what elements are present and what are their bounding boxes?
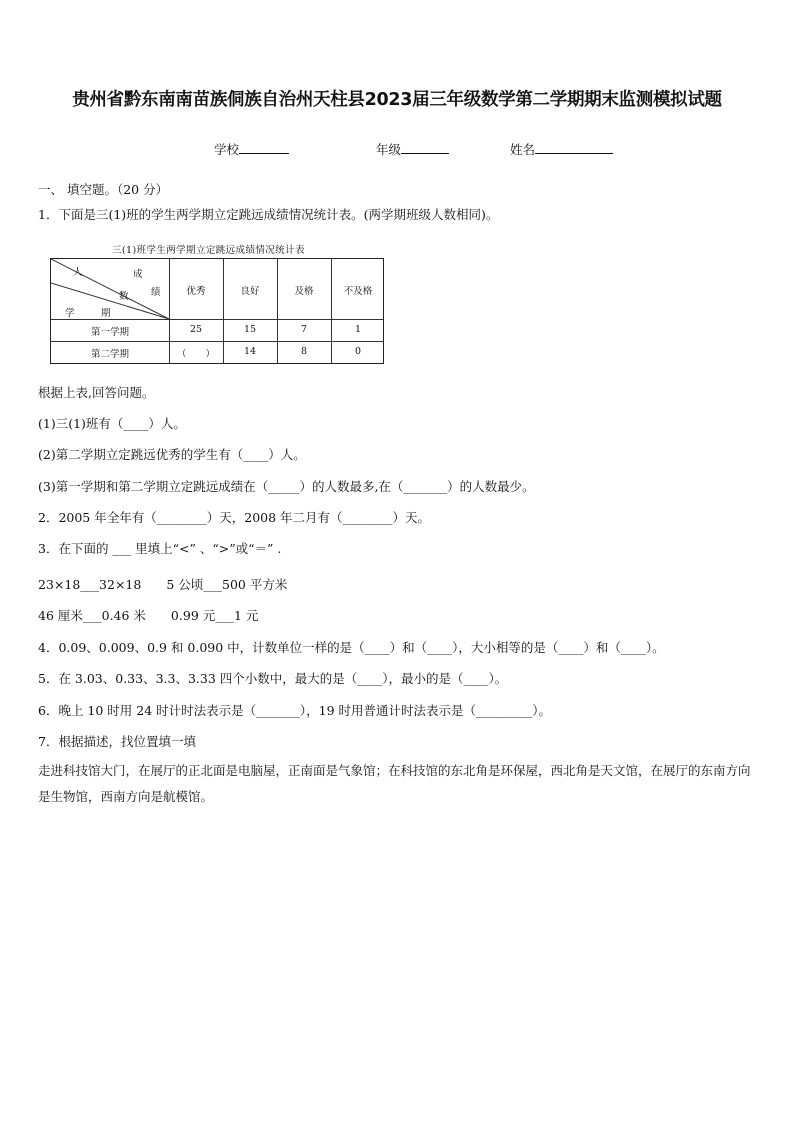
section-heading: 一、 填空题。（20 分） [38,182,169,197]
page-title: 贵州省黔东南南苗族侗族自治州天柱县2023届三年级数学第二学期期末监测模拟试题 [72,90,722,110]
header-good: 良好 [240,286,260,297]
question-2: 2．2005 年全年有（________）天，2008 年二月有（________）天。 [38,510,431,525]
question-6: 6．晚上 10 时用 24 时计时法表示是（_______），19 时用普通计时法表示是（_________）。 [38,703,552,718]
question-7-body: 走进科技馆大门，在展厅的正北面是电脑屋，正南面是气象馆；在科技馆的东北角是环保屋，西北角是天文馆，在展厅的东南方向是生物馆，西南方向是航模馆。 [38,763,751,804]
school-label: 学校 [214,142,240,157]
school-field [214,140,289,158]
school-blank [239,140,289,154]
table-cell: 7 [300,324,308,335]
corner-shu: 数 [119,291,129,302]
question-1-sub-3: (3)第一学期和第二学期立定跳远成绩在（_____）的人数最多,在（_______）的人数最少。 [38,479,535,494]
question-4: 4．0.09、0.009、0.9 和 0.090 中，计数单位一样的是（____）和（____），大小相等的是（____）和（____）。 [38,640,665,655]
table-cell: 1 [354,324,362,335]
table-cell: 15 [243,324,257,335]
question-1-sub-1: (1)三(1)班有（____）人。 [38,416,186,431]
student-info-row [0,140,794,160]
score-table [50,242,386,366]
table-cell: 25 [189,324,203,335]
question-1-text: 1．下面是三(1)班的学生两学期立定跳远成绩情况统计表。(两学期班级人数相同)。 [38,207,499,222]
corner-xue: 学 [65,308,75,319]
question-1-sub-2: (2)第二学期立定跳远优秀的学生有（____）人。 [38,447,306,462]
question-5: 5．在 3.03、0.33、3.3、3.33 四个小数中，最大的是（____），最小的是（____）。 [38,671,508,686]
row-divider [51,319,383,320]
header-excellent: 优秀 [186,286,206,297]
grade-field [376,140,449,158]
question-1-instruction: 根据上表,回答问题。 [38,385,155,400]
corner-cheng: 成 [133,269,143,280]
name-label: 姓名 [510,142,536,157]
corner-ji: 绩 [151,287,161,298]
question-3-text: 3．在下面的 ___ 里填上“<” 、“>”或“＝” . [38,541,282,556]
row-label-term2: 第二学期 [90,349,129,360]
table-cell: 0 [354,346,362,357]
row-divider [51,341,383,342]
grade-label: 年级 [376,142,402,157]
header-pass: 及格 [294,286,314,297]
question-3-line-2: 46 厘米___0.46 米 0.99 元___1 元 [38,608,259,623]
corner-ren: 人 [73,267,83,278]
question-3-line-1: 23×18___32×18 5 公顷___500 平方米 [38,577,288,592]
table-cell-blank: （ ） [176,349,215,360]
name-blank [535,140,613,154]
row-label-term1: 第一学期 [90,327,129,338]
name-field [510,140,613,158]
table-cell: 14 [243,346,257,357]
corner-qi: 期 [101,308,111,319]
table-caption: 三(1)班学生两学期立定跳远成绩情况统计表 [112,245,305,256]
grade-blank [401,140,449,154]
table-cell: 8 [300,346,308,357]
header-fail: 不及格 [343,286,373,297]
question-7-heading: 7．根据描述，找位置填一填 [38,734,196,749]
table-grid [50,258,384,364]
